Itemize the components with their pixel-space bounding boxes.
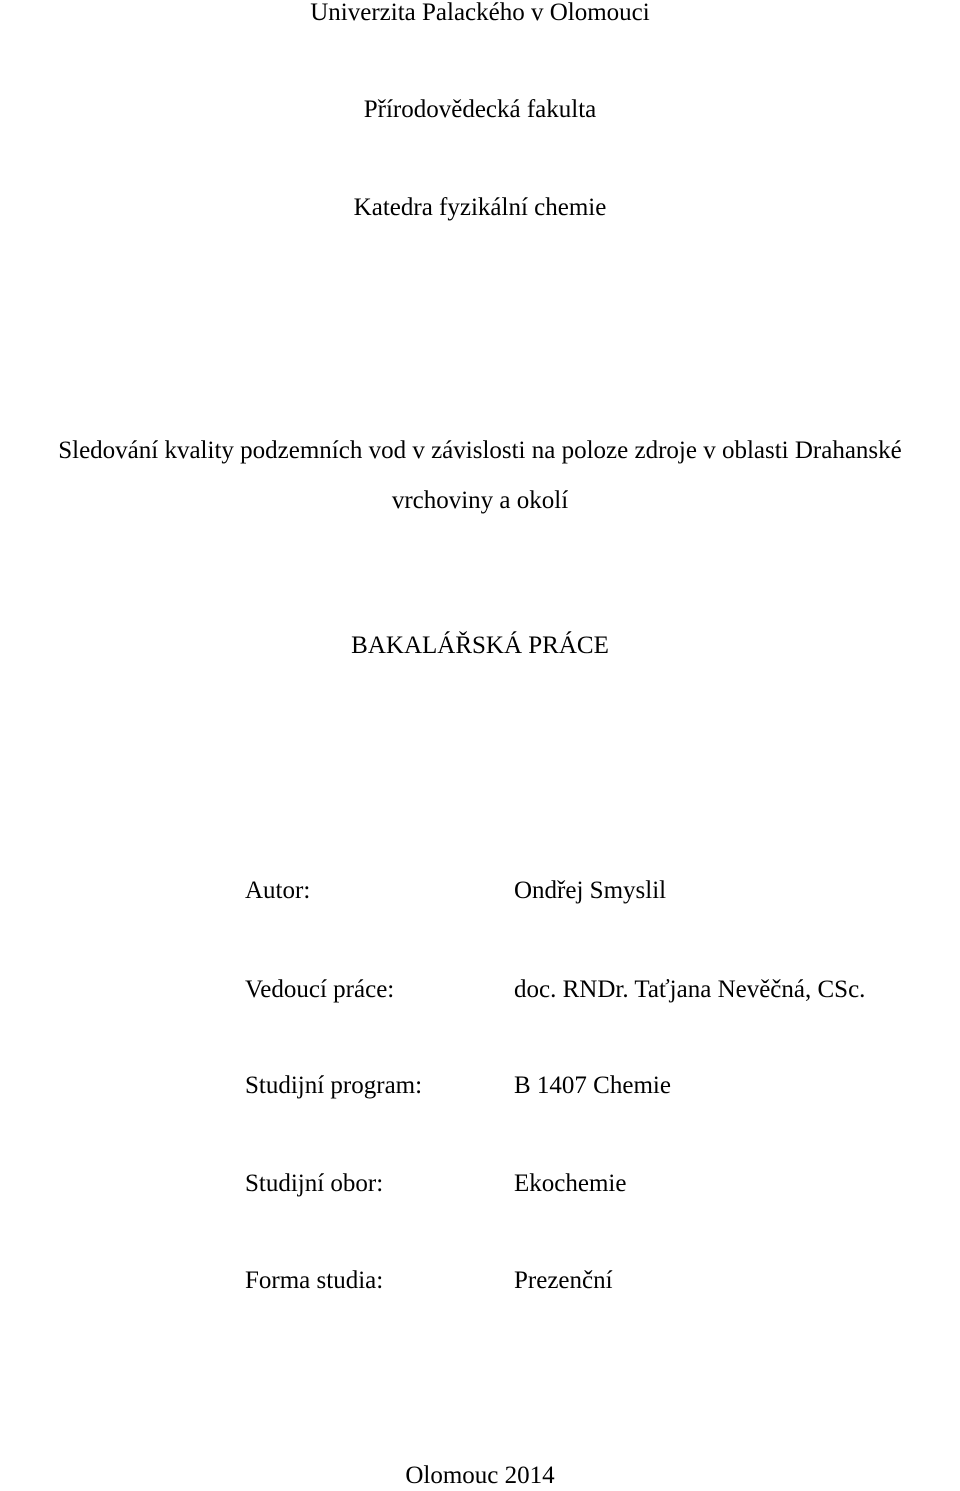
author-value: Ondřej Smyslil <box>514 877 667 904</box>
university-name: Univerzita Palackého v Olomouci <box>310 0 650 26</box>
study-form-label: Forma studia: <box>245 1267 384 1294</box>
thesis-title-line-2: vrchoviny a okolí <box>391 487 569 514</box>
department-name: Katedra fyzikální chemie <box>353 194 607 221</box>
study-form-value: Prezenční <box>514 1267 613 1294</box>
thesis-type: BAKALÁŘSKÁ PRÁCE <box>351 632 609 659</box>
faculty-name: Přírodovědecká fakulta <box>363 96 597 123</box>
field-of-study-label: Studijní obor: <box>245 1170 384 1197</box>
field-of-study-value: Ekochemie <box>514 1170 627 1197</box>
study-program-label: Studijní program: <box>245 1072 423 1099</box>
author-label: Autor: <box>245 877 311 904</box>
study-program-value: B 1407 Chemie <box>514 1072 671 1099</box>
thesis-title-line-1: Sledování kvality podzemních vod v závislosti na poloze zdroje v oblasti Drahanské <box>58 437 902 464</box>
supervisor-label: Vedoucí práce: <box>245 976 395 1003</box>
place-and-year: Olomouc 2014 <box>405 1462 555 1489</box>
supervisor-value: doc. RNDr. Taťjana Nevěčná, CSc. <box>514 976 866 1003</box>
